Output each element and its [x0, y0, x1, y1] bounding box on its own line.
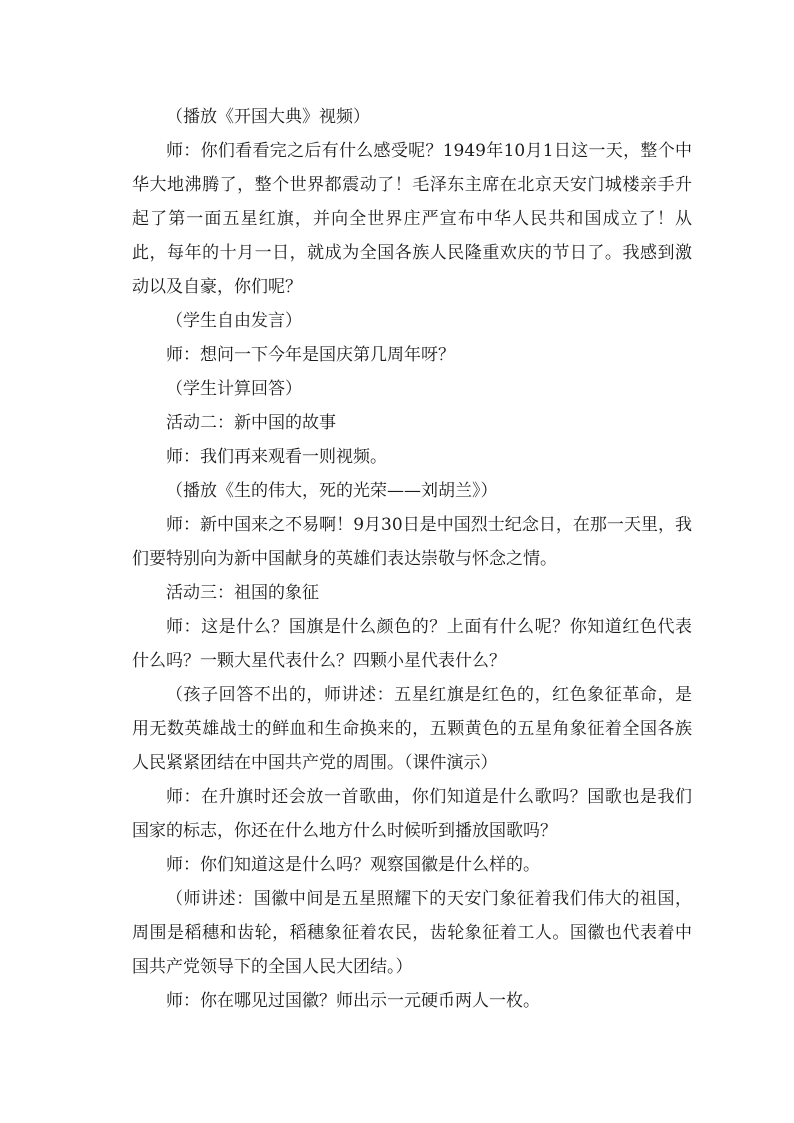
paragraph-9: 师：新中国来之不易啊！9月30日是中国烈士纪念日，在那一天里，我们要特别向为新中国献身的英雄们表达崇敬与怀念之情。	[132, 515, 692, 569]
document-body	[132, 100, 692, 1018]
paragraph-3: （学生自由发言）	[166, 311, 302, 331]
paragraph-14: 师：你们知道这是什么吗？观察国徽是什么样的。	[166, 855, 540, 875]
paragraph-7: 师：我们再来观看一则视频。	[166, 447, 387, 467]
paragraph-12: （孩子回答不出的，师讲述：五星红旗是红色的，红色象征革命，是用无数英雄战士的鲜血和生命换来的，五颗黄色的五星角象征着全国各族人民紧紧团结在中国共产党的周围。（课件演示）	[132, 685, 692, 773]
activity-2-heading: 活动二：新中国的故事	[166, 413, 336, 433]
paragraph-4: 师：想问一下今年是国庆第几周年呀？	[166, 345, 455, 365]
activity-3-heading: 活动三：祖国的象征	[166, 583, 319, 603]
paragraph-5: （学生计算回答）	[166, 379, 302, 399]
paragraph-8: （播放《生的伟大，死的光荣——刘胡兰》）	[166, 481, 498, 501]
paragraph-2: 师：你们看看完之后有什么感受呢？1949年10月1日这一天，整个中华大地沸腾了，整个世界都震动了！毛泽东主席在北京天安门城楼亲手升起了第一面五星红旗，并向全世界庄严宣布中华人民共和国成立了！从此，每年的十月一日，就成为全国各族人民隆重欢庆的节日了。我感到激动以及自豪，你们呢？	[132, 141, 692, 297]
paragraph-13: 师：在升旗时还会放一首歌曲，你们知道是什么歌吗？国歌也是我们国家的标志，你还在什么地方什么时候听到播放国歌吗？	[132, 787, 692, 841]
paragraph-16: 师：你在哪见过国徽？师出示一元硬币两人一枚。	[166, 991, 540, 1011]
paragraph-11: 师：这是什么？国旗是什么颜色的？上面有什么呢？你知道红色代表什么吗？一颗大星代表什么？四颗小星代表什么？	[132, 617, 692, 671]
paragraph-1: （播放《开国大典》视频）	[166, 107, 370, 127]
paragraph-15: （师讲述：国徽中间是五星照耀下的天安门象征着我们伟大的祖国，周围是稻穗和齿轮，稻穗象征着农民，齿轮象征着工人。国徽也代表着中国共产党领导下的全国人民大团结。）	[132, 889, 692, 977]
